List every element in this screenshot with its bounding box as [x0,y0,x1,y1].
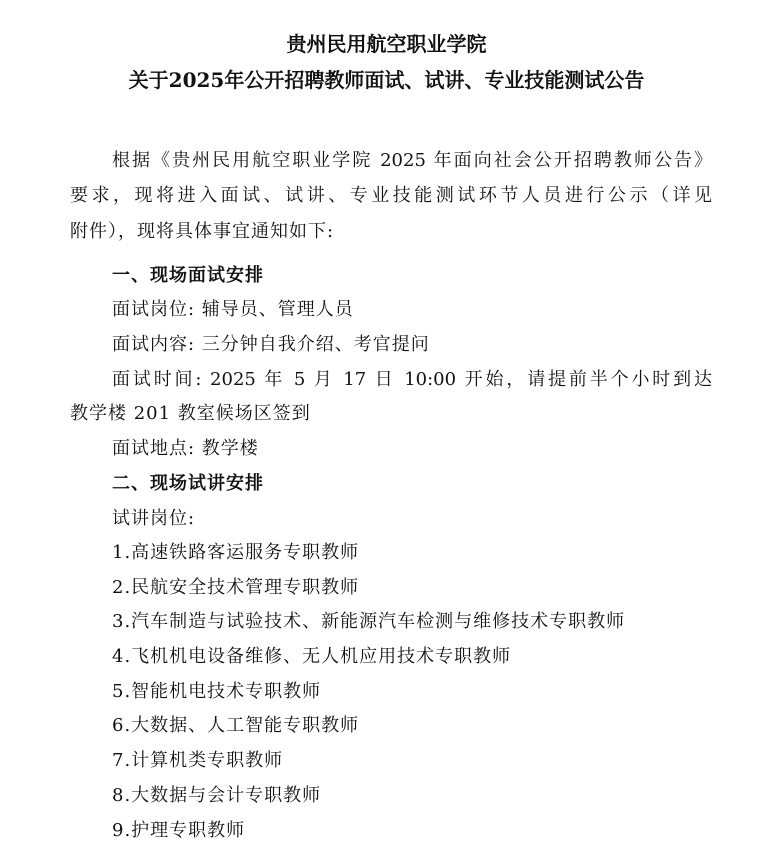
list-item: 2.民航安全技术管理专职教师 [112,577,360,598]
interview-time-line1: 面试时间: 2025 年 5 月 17 日 10:00 开始，请提前半个小时到达 [112,369,712,390]
interview-location: 面试地点: 教学楼 [112,438,259,459]
document-title-line2: 关于2025年公开招聘教师面试、试讲、专业技能测试公告 [128,68,645,92]
trial-lecture-positions-label: 试讲岗位: [112,508,196,529]
section2-heading: 二、现场试讲安排 [112,473,264,494]
interview-position: 面试岗位: 辅导员、管理人员 [112,299,354,320]
document-title-line1: 贵州民用航空职业学院 [286,32,487,56]
list-item: 7.计算机类专职教师 [112,750,284,771]
list-item: 4.飞机机电设备维修、无人机应用技术专职教师 [112,646,512,667]
list-item: 5.智能机电技术专职教师 [112,681,322,702]
interview-content: 面试内容: 三分钟自我介绍、考官提问 [112,334,430,355]
list-item: 8.大数据与会计专职教师 [112,785,322,806]
section1-heading: 一、现场面试安排 [112,265,264,286]
list-item: 1.高速铁路客运服务专职教师 [112,542,360,563]
list-item: 9.护理专职教师 [112,820,246,841]
intro-line3: 附件），现将具体事宜通知如下: [70,221,335,242]
list-item: 3.汽车制造与试验技术、新能源汽车检测与维修技术专职教师 [112,611,626,632]
intro-line2: 要求，现将进入面试、试讲、专业技能测试环节人员进行公示（详见 [70,185,712,206]
intro-line1: 根据《贵州民用航空职业学院 2025 年面向社会公开招聘教师公告》 [112,150,712,171]
interview-time-line2: 教学楼 201 教室候场区签到 [70,403,311,424]
list-item: 6.大数据、人工智能专职教师 [112,715,360,736]
